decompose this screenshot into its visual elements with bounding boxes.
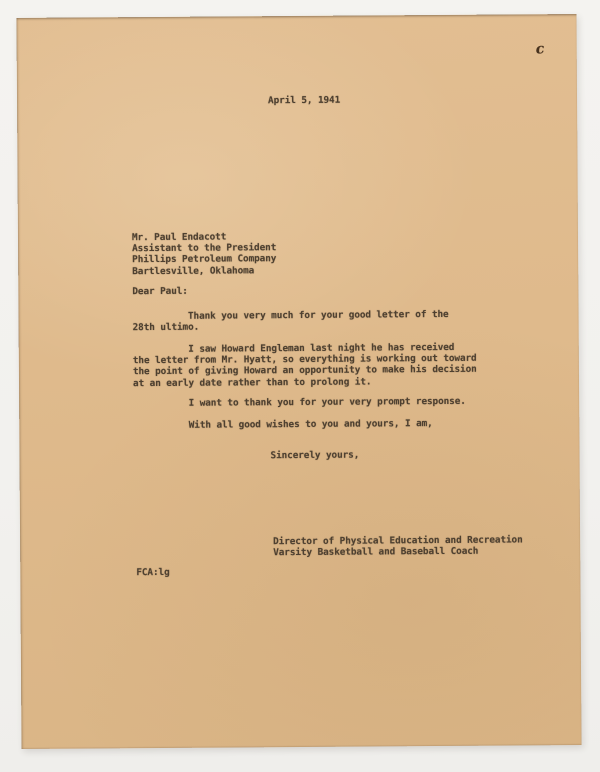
signature-title-block: Director of Physical Education and Recreation Varsity Basketball and Baseball Coach (273, 534, 523, 559)
body-paragraph-1: Thank you very much for your good letter of the 28th ultimo. (132, 308, 449, 334)
recipient-address-block: Mr. Paul Endacott Assistant to the President Phillips Petroleum Company Bartlesville, Oklahoma (131, 231, 277, 277)
letter-date: April 5, 1941 (268, 94, 341, 107)
letter-paper (16, 14, 581, 749)
body-paragraph-4: With all good wishes to you and yours, I am, (133, 418, 433, 432)
body-paragraph-3: I want to thank you for your very prompt response. (133, 395, 466, 410)
closing-phrase: Sincerely yours, (270, 449, 360, 462)
salutation: Dear Paul: (132, 285, 188, 298)
body-paragraph-2: I saw Howard Engleman last night he has received the letter from Mr. Hyatt, so everything is working out toward the point of giving Howard an opportunity to make his decision at an early date rather than to prolong it. (132, 341, 477, 389)
reference-initials: FCA:lg (136, 566, 170, 579)
handwritten-c-mark: c (534, 40, 546, 58)
